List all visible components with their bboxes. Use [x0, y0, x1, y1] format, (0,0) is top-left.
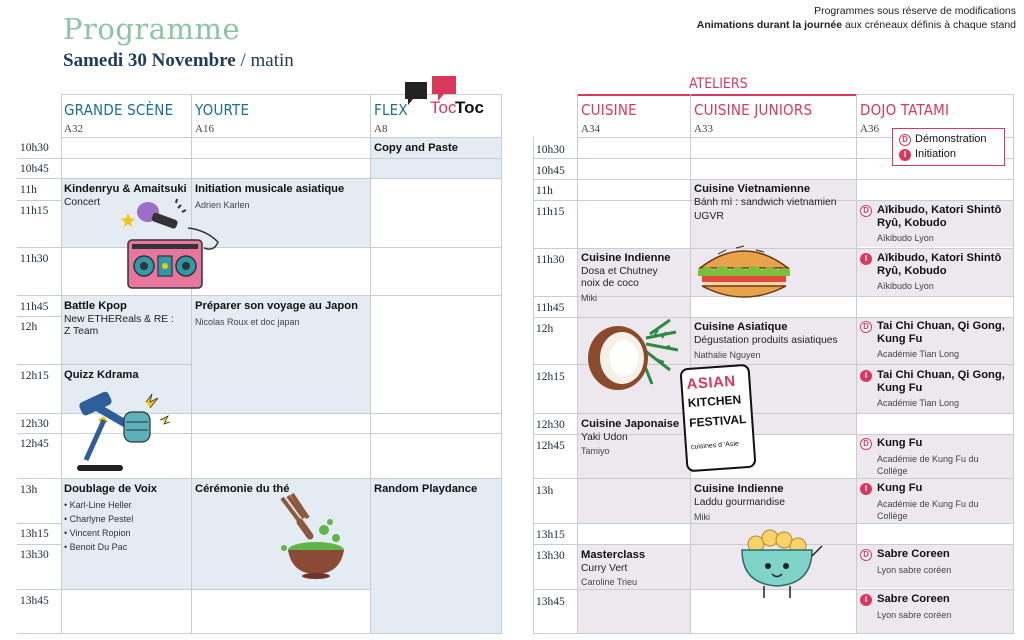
- event-speaker-voyage: Nicolas Roux et doc japan: [195, 317, 300, 327]
- event-title-taichi-demo: Tai Chi Chuan, Qi Gong,: [877, 320, 1005, 332]
- column-header-flex: FLEX: [374, 101, 408, 119]
- left-row-line: [17, 316, 61, 317]
- left-col-divider: [191, 94, 192, 634]
- left-col-divider: [370, 94, 371, 634]
- left-row-line: [17, 633, 502, 634]
- event-speaker-vietnamienne: UGVR: [694, 211, 724, 222]
- legend-initiation: Initiation: [915, 148, 956, 160]
- column-code: A33: [694, 123, 713, 135]
- time-label: 10h45: [20, 163, 49, 175]
- time-label: 10h45: [536, 165, 565, 177]
- event-speaker-indienne-juniors: Miki: [694, 512, 710, 522]
- event-bg-voyage: [192, 296, 370, 413]
- time-label: 12h: [20, 321, 38, 333]
- coconut-illustration: [584, 318, 680, 396]
- toctoc-logo-part1: Toc: [430, 98, 457, 117]
- ateliers-group-label: ATELIERS: [689, 76, 748, 92]
- event-club-kungfu-2: Collège: [877, 466, 908, 476]
- left-row-line: [17, 295, 502, 296]
- time-label: 11h45: [20, 301, 49, 313]
- time-label: 10h30: [20, 142, 49, 154]
- event-title-aikibudo-init: Aïkibudo, Katori Shintô: [877, 252, 1002, 264]
- event-title-battle-kpop: Battle Kpop: [64, 300, 127, 312]
- column-code: A36: [860, 123, 879, 135]
- event-title-sabre-init: Sabre Coreen: [877, 593, 950, 605]
- left-row-line: [17, 364, 191, 365]
- subtitle-date: Samedi 30 Novembre: [63, 50, 236, 71]
- event-title-voyage-japon: Préparer son voyage au Japon: [195, 300, 358, 312]
- column-header-cuisine: CUISINE: [581, 101, 637, 119]
- event-title-cuisine-japonaise: Cuisine Japonaise: [581, 418, 680, 430]
- ateliers-group-bar: [577, 94, 857, 96]
- right-row-line: [533, 413, 1014, 414]
- initiation-badge-icon: I: [860, 370, 872, 382]
- bullet-name: Karl-Line Heller: [69, 500, 132, 510]
- time-label: 11h45: [536, 302, 565, 314]
- time-label: 11h15: [20, 205, 49, 217]
- event-title-cuisine-indienne-juniors: Cuisine Indienne: [694, 483, 784, 495]
- event-sub-indienne-juniors: Laddu gourmandise: [694, 497, 786, 508]
- time-label: 13h: [20, 484, 38, 496]
- left-row-line: [17, 247, 502, 248]
- time-label: 13h45: [20, 595, 49, 607]
- event-sub-indienne-1: Dosa et Chutney: [581, 266, 658, 277]
- column-code: A34: [581, 123, 600, 135]
- event-bullet: • Vincent Ropion: [64, 528, 131, 538]
- event-bg-random: [371, 479, 501, 633]
- column-header-dojo-tatami: DOJO TATAMI: [860, 101, 950, 119]
- right-row-line: [533, 179, 1014, 180]
- event-title-ceremonie-the: Cérémonie du thé: [195, 483, 290, 495]
- time-label: 12h30: [20, 418, 49, 430]
- left-col-divider: [501, 94, 502, 634]
- event-sub-kindenryu: Concert: [64, 197, 101, 208]
- event-bullet: • Benoit Du Pac: [64, 542, 128, 552]
- microphone-stand-illustration: [74, 390, 172, 476]
- time-label: 11h15: [536, 206, 565, 218]
- page-subtitle: [63, 50, 294, 72]
- time-label: 10h30: [536, 144, 565, 156]
- column-header-cuisine-juniors: CUISINE JUNIORS: [694, 101, 813, 119]
- event-speaker-japonaise: Tamiyo: [581, 446, 610, 456]
- event-speaker-indienne: Miki: [581, 293, 597, 303]
- event-sub-battle-1: New ETHEReals & RE :: [64, 314, 174, 325]
- laddu-bowl-illustration: [736, 528, 826, 604]
- column-code: A32: [64, 123, 83, 135]
- bullet-name: Benoit Du Pac: [69, 542, 128, 552]
- event-title-taichi-init: Tai Chi Chuan, Qi Gong,: [877, 369, 1005, 381]
- event-title-cuisine-indienne: Cuisine Indienne: [581, 252, 671, 264]
- page-title: Programme: [63, 12, 241, 46]
- demonstration-badge-icon: D: [860, 205, 872, 217]
- left-row-line: [17, 200, 61, 201]
- event-title-taichi-demo-2: Kung Fu: [877, 333, 923, 345]
- festival-line-4: cuisines d 'Asie: [690, 440, 740, 451]
- event-bullet: • Charlyne Pestel: [64, 514, 134, 524]
- time-label: 13h30: [536, 550, 565, 562]
- event-title-doublage: Doublage de Voix: [64, 483, 158, 495]
- microphone-boombox-illustration: [118, 198, 222, 292]
- event-title-kindenryu: Kindenryu & Amaitsuki: [64, 183, 187, 195]
- time-label: 12h15: [20, 370, 49, 382]
- right-top-rule: [857, 94, 1014, 95]
- time-label: 13h: [536, 485, 554, 497]
- time-label: 13h15: [20, 528, 49, 540]
- event-club-taichi: Académie Tian Long: [877, 349, 960, 359]
- event-club-kungfu: Académie de Kung Fu du: [877, 454, 979, 464]
- time-label: 13h45: [536, 596, 565, 608]
- right-col-divider: [533, 137, 534, 634]
- bullet-name: Charlyne Pestel: [69, 514, 134, 524]
- festival-line-2: KITCHEN: [687, 392, 742, 411]
- festival-line-1: ASIAN: [686, 372, 737, 394]
- initiation-badge-icon: I: [860, 483, 872, 495]
- event-title-random-playdance: Random Playdance: [374, 483, 478, 495]
- event-speaker-initiation: Adrien Karlen: [195, 200, 250, 210]
- left-row-line: [17, 478, 502, 479]
- right-col-divider: [577, 94, 578, 634]
- column-code: A8: [374, 123, 388, 135]
- event-title-cuisine-asiatique: Cuisine Asiatique: [694, 321, 788, 333]
- asian-kitchen-festival-badge: [679, 364, 756, 473]
- event-club-taichi: Académie Tian Long: [877, 398, 960, 408]
- time-label: 11h: [20, 184, 37, 196]
- event-title-kungfu-init: Kung Fu: [877, 482, 923, 494]
- event-speaker-masterclass: Caroline Trieu: [581, 577, 638, 587]
- event-sub-asiatique: Dégustation produits asiatiques: [694, 335, 838, 346]
- right-row-line: [533, 478, 1014, 479]
- event-sub-japonaise: Yaki Udon: [581, 432, 628, 443]
- subtitle-period: / matin: [235, 50, 294, 71]
- notice-line-2: [697, 19, 1016, 31]
- event-speaker-asiatique: Nathalie Nguyen: [694, 350, 761, 360]
- event-title-cuisine-vietnamienne: Cuisine Vietnamienne: [694, 183, 811, 195]
- time-label: 13h15: [536, 529, 565, 541]
- event-club-aikibudo: Aïkibudo Lyon: [877, 233, 934, 243]
- column-header-grande-scene: GRANDE SCÈNE: [64, 101, 174, 119]
- demonstration-badge-icon: D: [860, 321, 872, 333]
- event-sub-indienne-2: noix de coco: [581, 278, 639, 289]
- time-label: 11h: [536, 185, 553, 197]
- time-label: 13h30: [20, 549, 49, 561]
- time-label: 11h30: [20, 253, 49, 265]
- event-title-masterclass: Masterclass: [581, 549, 646, 561]
- left-row-line: [17, 589, 371, 590]
- time-label: 11h30: [536, 254, 565, 266]
- time-label: 12h45: [536, 440, 565, 452]
- legend-demonstration: Démonstration: [915, 133, 987, 145]
- column-header-yourte: YOURTE: [195, 101, 250, 119]
- right-col-divider: [690, 94, 691, 634]
- toctoc-logo-part2: Toc: [455, 98, 484, 117]
- right-row-line: [533, 633, 1014, 634]
- event-title-taichi-init-2: Kung Fu: [877, 382, 923, 394]
- event-bullet: • Karl-Line Heller: [64, 500, 132, 510]
- left-col-divider: [61, 94, 62, 634]
- left-header-rule: [61, 137, 502, 138]
- banh-mi-illustration: [694, 238, 794, 306]
- event-title-aikibudo-init-2: Ryû, Kobudo: [877, 265, 947, 277]
- legend-box: [892, 128, 1005, 166]
- event-sub-masterclass: Curry Vert: [581, 563, 628, 574]
- event-sub-battle-2: Z Team: [64, 326, 99, 337]
- initiation-badge-icon: I: [860, 594, 872, 606]
- event-club-sabre: Lyon sabre coréen: [877, 610, 952, 620]
- notice-rest: aux créneaux définis à chaque stand: [842, 19, 1016, 31]
- event-sub-vietnamienne: Bánh mì : sandwich vietnamien: [694, 197, 837, 208]
- left-row-line: [17, 158, 502, 159]
- demonstration-badge-icon: D: [899, 134, 911, 146]
- event-club-aikibudo: Aïkibudo Lyon: [877, 281, 934, 291]
- column-code: A16: [195, 123, 214, 135]
- event-club-kungfu-2: Collège: [877, 511, 908, 521]
- event-title-sabre-demo: Sabre Coreen: [877, 548, 950, 560]
- right-col-divider: [1013, 94, 1014, 634]
- event-title-initiation-musicale: Initiation musicale asiatique: [195, 183, 345, 195]
- event-title-quizz-kdrama: Quizz Kdrama: [64, 369, 139, 381]
- notice-bold: Animations durant la journée: [696, 19, 843, 31]
- festival-line-3: FESTIVAL: [688, 412, 747, 430]
- time-label: 12h30: [536, 419, 565, 431]
- demonstration-badge-icon: D: [860, 438, 872, 450]
- event-title-kungfu-demo: Kung Fu: [877, 437, 923, 449]
- event-club-sabre: Lyon sabre coréen: [877, 565, 952, 575]
- event-title-aikibudo-demo-2: Ryû, Kobudo: [877, 217, 947, 229]
- time-label: 12h15: [536, 371, 565, 383]
- right-col-divider: [856, 94, 857, 634]
- matcha-tea-illustration: [272, 492, 352, 580]
- event-title-copy-and-paste: Copy and Paste: [374, 142, 458, 154]
- right-row-line: [533, 523, 1014, 524]
- initiation-badge-icon: I: [899, 149, 911, 161]
- left-row-line: [17, 523, 61, 524]
- bullet-name: Vincent Ropion: [69, 528, 131, 538]
- time-label: 12h45: [20, 438, 49, 450]
- event-club-kungfu: Académie de Kung Fu du: [877, 499, 979, 509]
- demonstration-badge-icon: D: [860, 549, 872, 561]
- left-row-line: [17, 544, 61, 545]
- notice-line-1: Programmes sous réserve de modifications: [814, 5, 1016, 17]
- toctoc-logo: [404, 76, 484, 122]
- time-label: 12h: [536, 323, 554, 335]
- left-row-line: [17, 178, 502, 179]
- event-title-aikibudo-demo: Aïkibudo, Katori Shintô: [877, 204, 1002, 216]
- initiation-badge-icon: I: [860, 253, 872, 265]
